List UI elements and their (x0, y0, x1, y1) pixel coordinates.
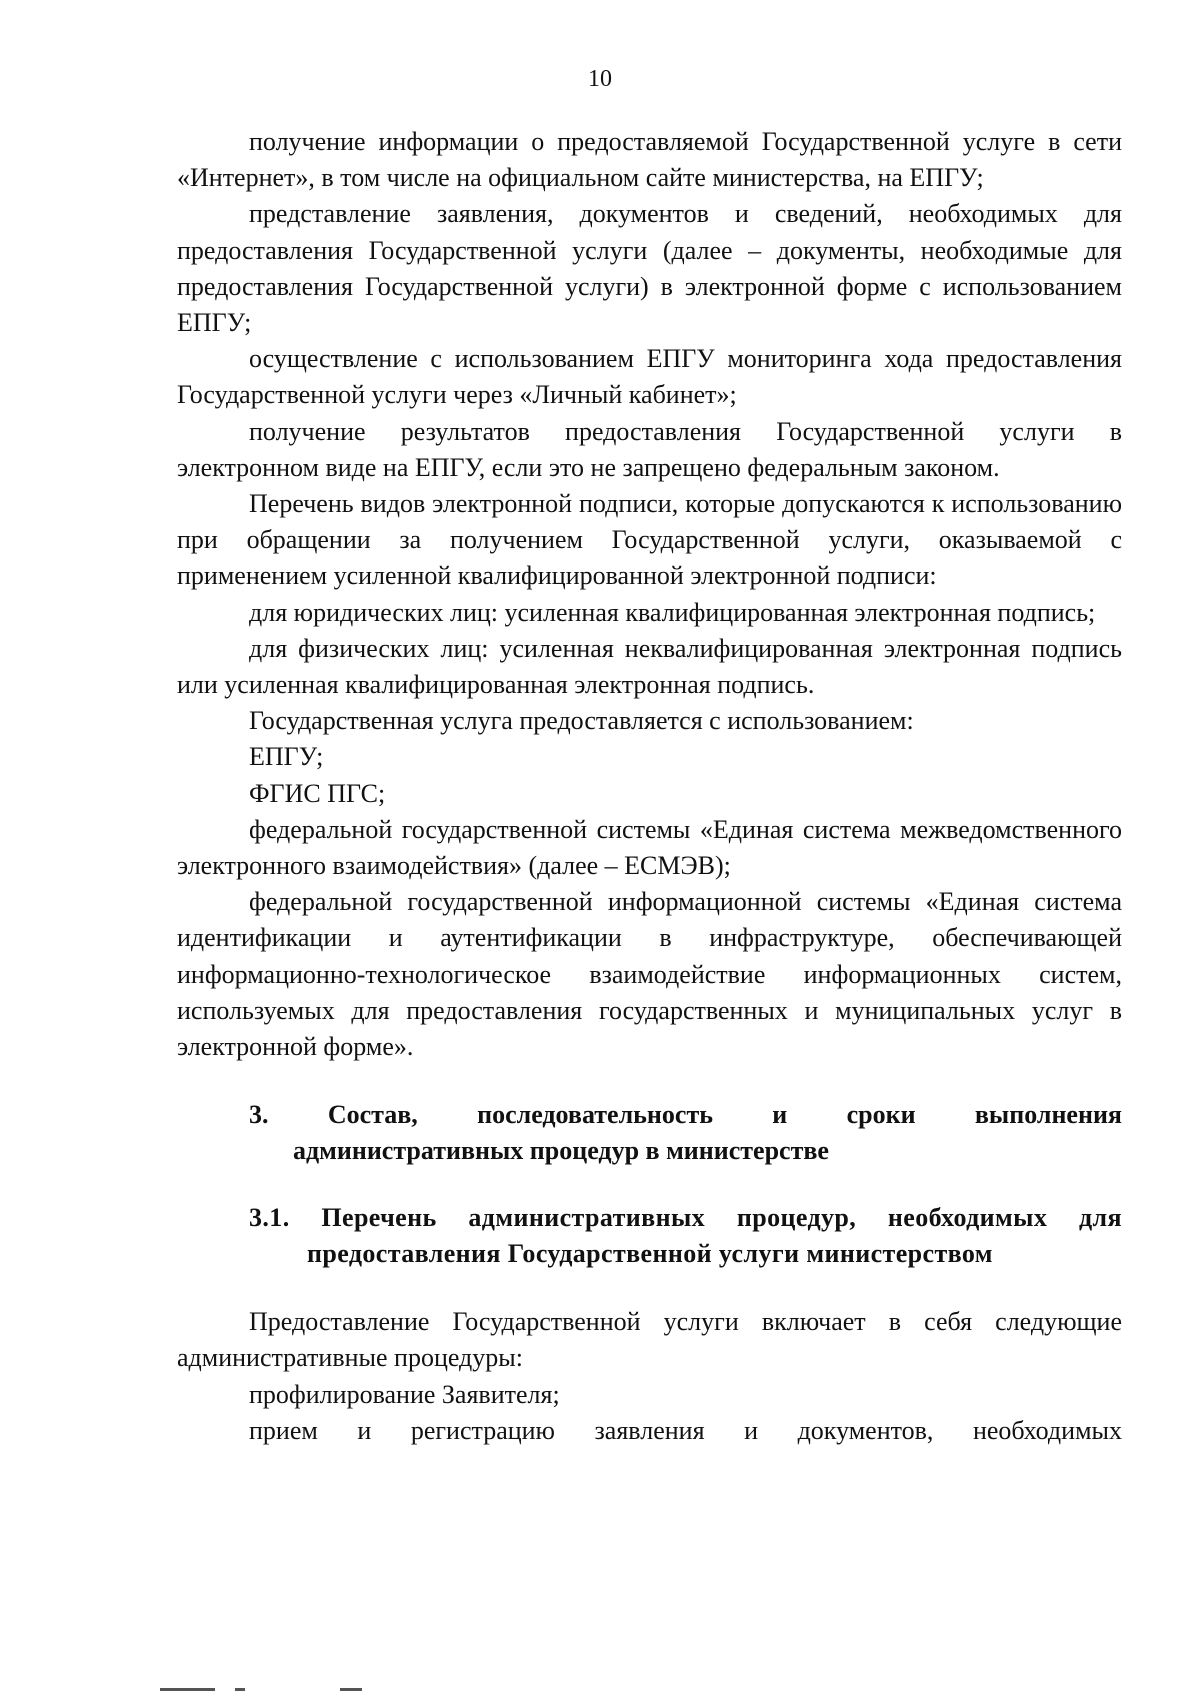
paragraph: профилирование Заявителя; (249, 1379, 560, 1409)
paragraph: федеральной государственной системы «Единая система межведомственного электронного взаимодействия» (далее – ЕСМЭВ); (177, 814, 1122, 881)
paragraph: Государственная услуга предоставляется с использованием: (249, 706, 914, 736)
section-heading-3-1 (177, 1200, 1122, 1272)
paragraph: прием и регистрацию заявления и документов, необходимых (249, 1415, 1122, 1445)
section-number: 3. (249, 1100, 269, 1130)
paragraph: ФГИС ПГС; (249, 778, 386, 808)
scan-artifact (160, 1688, 580, 1694)
paragraph: получение результатов предоставления Государственной услуги в электронном виде на ЕПГУ, если это не запрещено федеральным законом. (177, 416, 1122, 482)
document-body (177, 124, 1122, 1449)
paragraph: осуществление с использованием ЕПГУ мониторинга хода предоставления Государственной услуги через «Личный кабинет»; (177, 344, 1122, 410)
paragraph: представление заявления, документов и сведений, необходимых для предоставления Государственной услуги (далее – документы, необходимые для предоставления Государственной услуги) в электронной форме с использованием ЕПГУ; (177, 199, 1122, 338)
subsection-title-line1: Перечень административных процедур, необходимых для (321, 1202, 1122, 1232)
paragraph: федеральной государственной информационной системы «Единая система идентификации и аутентификации в инфраструктуре, обеспечивающей информационно-технологическое взаимодействие информационных систем, используемых для предоставления государственных и муниципальных услуг в электронной форме». (177, 887, 1122, 1062)
section-heading-3 (177, 1097, 1122, 1169)
subsection-number: 3.1. (249, 1202, 290, 1232)
paragraph: ЕПГУ; (249, 742, 324, 772)
paragraph: для юридических лиц: усиленная квалифицированная электронная подпись; (249, 597, 1096, 627)
paragraph: Перечень видов электронной подписи, которые допускаются к использованию при обращении за получением Государственной услуги, оказываемой с применением усиленной квалифицированной электронной подписи: (177, 489, 1122, 591)
paragraph: для физических лиц: усиленная неквалифицированная электронная подпись или усиленная квалифицированная электронная подпись. (177, 633, 1122, 700)
subsection-title-line2: предоставления Государственной услуги министерством (307, 1238, 993, 1268)
section-title-line2: административных процедур в министерстве (293, 1136, 829, 1166)
section-title-line1: Состав, последовательность и сроки выполнения (327, 1100, 1122, 1130)
paragraph: Предоставление Государственной услуги включает в себя следующие административные процедуры: (177, 1307, 1122, 1373)
page-number: 10 (588, 66, 612, 92)
paragraph: получение информации о предоставляемой Государственной услуге в сети «Интернет», в том числе на официальном сайте министерства, на ЕПГУ; (177, 127, 1122, 193)
